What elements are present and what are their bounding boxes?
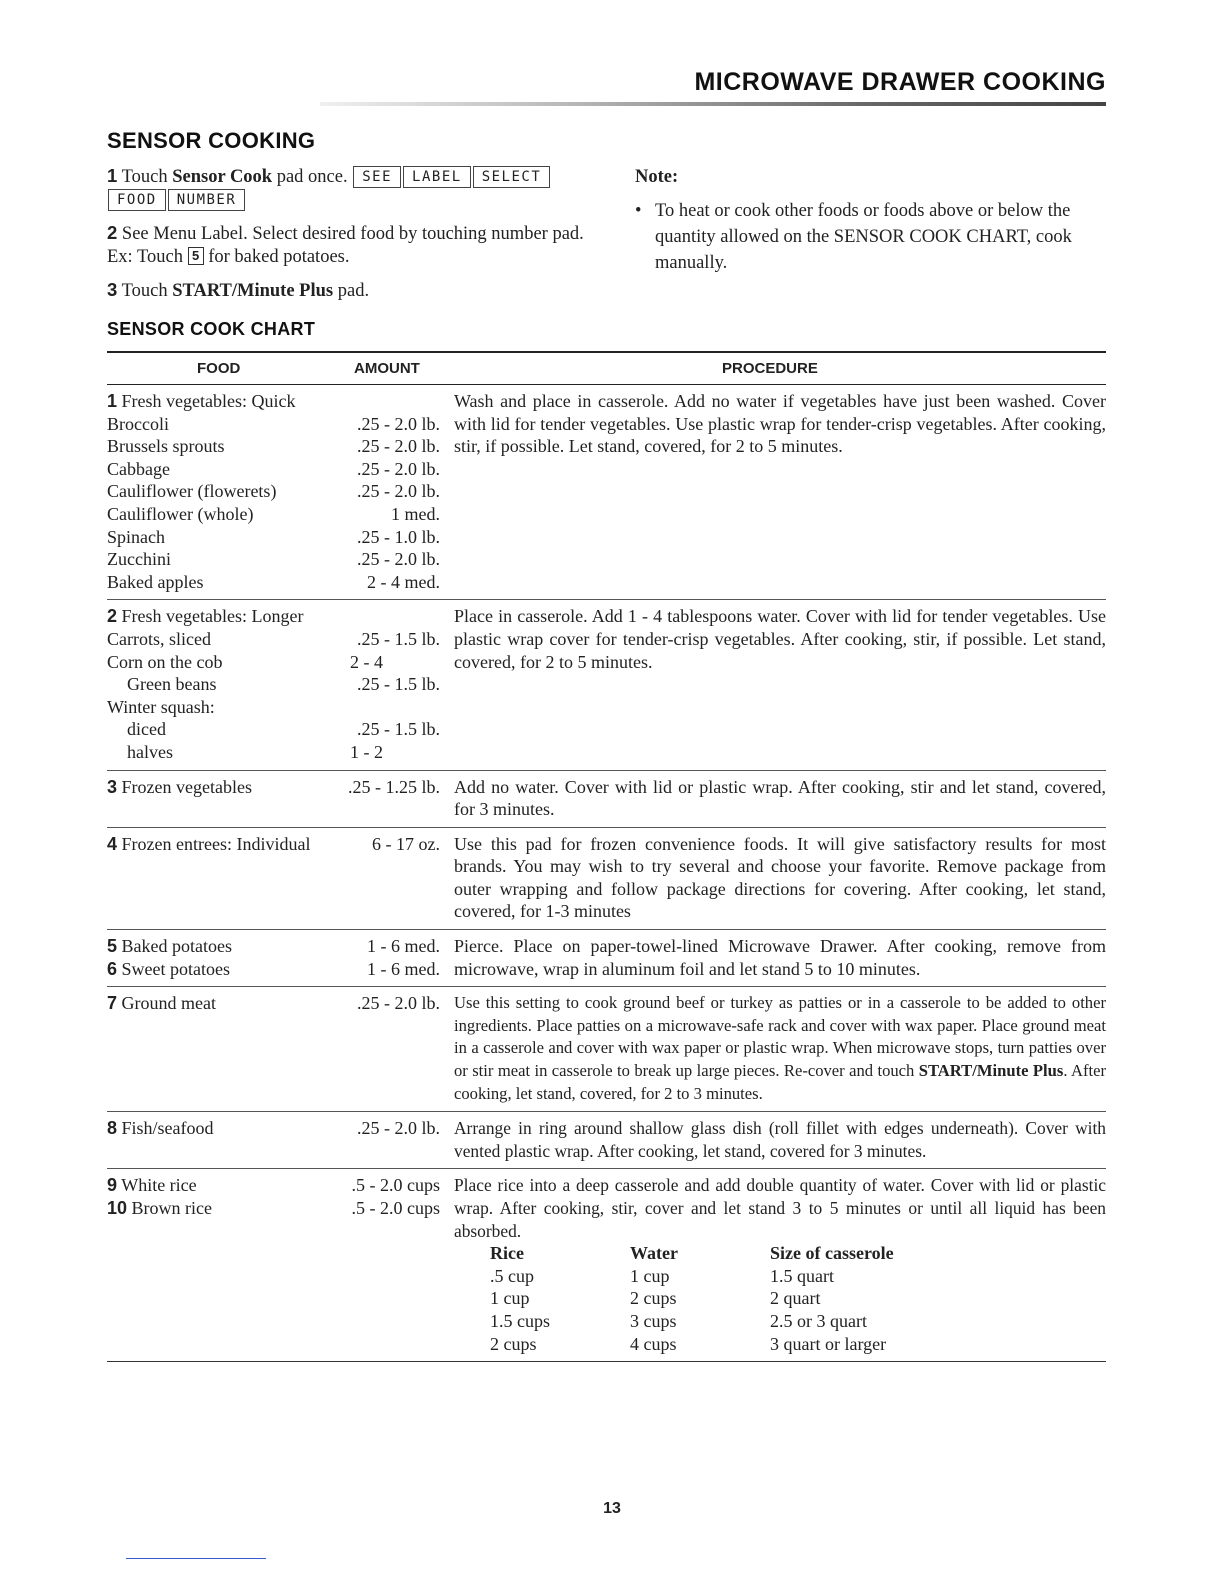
food-item: Carrots, sliced [107,628,211,649]
procedure-text: Wash and place in casserole. Add no water if vegetables have just been washed. Cover with lid for tender vegetables. Use plastic wrap for tender-crisp vegetables. After cooking, stir, if possible. Let stand, covered, for 2 to 5 minutes. [454,391,1106,457]
step-3 [107,278,587,303]
food-item: Broccoli [107,413,169,434]
lcd-display-word: FOOD [108,189,166,211]
procedure-bold: START/Minute Plus [918,1061,1064,1081]
row-number: 7 [107,993,118,1014]
chart-row-4 [107,828,1106,930]
food-amount: .5 - 2.0 cups [351,1198,440,1218]
food-item: Green beans [127,674,217,695]
step-text: pad. [333,281,370,301]
step-text: pad once. [272,167,348,187]
food-amount: 2 - 4 med. [367,571,440,592]
food-amount: .25 - 1.25 lb. [348,776,440,797]
procedure-text: Place rice into a deep casserole and add double quantity of water. Cover with lid or plastic wrap. After cooking, stir, cover and let stand 3 to 5 minutes or until all liquid has been absorbed. [454,1175,1106,1241]
food-item: Brussels sprouts [107,436,225,457]
food-item: halves [127,741,173,762]
food-amount: .25 - 2.0 lb. [357,436,440,457]
food-item: Sweet potatoes [121,958,230,979]
header-rule [320,102,1106,106]
food-item: Frozen vegetables [121,776,252,797]
chart-row-9-10 [107,1169,1106,1362]
step-2 [107,221,587,269]
footer-rule [126,1558,266,1559]
row-number: 6 [107,958,118,979]
rice-cell: 1.5 cups [490,1310,550,1331]
food-amount: .25 - 2.0 lb. [357,1118,440,1139]
food-item: Ground meat [121,993,216,1014]
food-item: Cauliflower (flowerets) [107,481,277,502]
rice-cell: 2.5 or 3 quart [770,1310,867,1331]
page-header [320,66,1106,106]
chart-row-1 [107,385,1106,600]
rice-header: Water [630,1243,678,1264]
lcd-display-word: SEE [353,166,401,188]
food-amount: .25 - 2.0 lb. [357,458,440,479]
rice-cell: 1 cup [630,1265,670,1286]
header-title: MICROWAVE DRAWER COOKING [694,68,1106,96]
step-bold: START/Minute Plus [172,281,334,301]
rice-table-row [490,1265,910,1288]
step-text: Touch [121,281,173,301]
food-amount: .5 - 2.0 cups [351,1175,440,1196]
food-amount: .25 - 1.0 lb. [357,526,440,547]
rice-cell: 2 cups [490,1333,537,1354]
row-number: 10 [107,1198,128,1218]
note-item [635,198,1105,276]
bullet-icon: • [635,201,642,221]
row-category: Fresh vegetables: Quick [121,391,296,411]
food-amount: 2 - 4 [350,651,383,672]
food-amount: .25 - 1.5 lb. [357,628,440,649]
note-text: To heat or cook other foods or foods above or below the quantity allowed on the SENSOR COOK CHART, cook manually. [655,201,1072,273]
step-number: 1 [107,165,118,186]
chart-row-5-6 [107,930,1106,987]
food-item: White rice [121,1175,197,1196]
row-number: 4 [107,833,118,854]
food-item: Corn on the cob [107,651,223,672]
note-box [635,164,1105,276]
food-amount: 1 - 6 med. [367,936,440,957]
procedure-text: Use this pad for frozen convenience foods. It will give satisfactory results for most brands. You may wish to try several and choose your favorite. Remove package from outer wrapping and follow package directions for covering. After cooking, let stand, covered, for 1-3 minutes [454,833,1106,922]
row-category: Fresh vegetables: Longer [121,606,304,627]
page-number: 13 [603,1500,621,1517]
chart-row-3 [107,771,1106,828]
row-number: 5 [107,936,118,957]
chart-row-8 [107,1112,1106,1169]
header-procedure: PROCEDURE [722,360,818,377]
chart-row-2 [107,600,1106,770]
food-item: Winter squash: [107,696,215,717]
rice-cell: 1.5 quart [770,1265,834,1286]
procedure-text: Add no water. Cover with lid or plastic wrap. After cooking, stir and let stand, covered, for 3 minutes. [454,776,1106,820]
instruction-steps [107,164,587,312]
rice-cell: .5 cup [490,1265,534,1286]
step-text: for baked potatoes. [203,247,350,267]
lcd-display-word: NUMBER [168,189,246,211]
rice-water-table [490,1242,910,1355]
rice-header: Size of casserole [770,1243,894,1264]
row-number: 2 [107,606,118,627]
procedure-text [447,992,1106,1105]
row-number: 9 [107,1175,118,1196]
food-amount: 1 - 6 med. [367,958,440,979]
rice-table-header [490,1242,910,1265]
rice-cell: 3 cups [630,1310,677,1331]
step-1 [107,164,587,212]
row-number: 1 [107,391,118,411]
header-amount: AMOUNT [354,360,420,377]
food-amount: .25 - 1.5 lb. [357,719,440,740]
rice-table-row [490,1333,910,1356]
rice-table-row [490,1310,910,1333]
food-item: diced [127,719,166,740]
row-number: 8 [107,1118,118,1139]
row-number: 3 [107,776,118,797]
section-title: SENSOR COOKING [107,128,316,153]
step-number: 3 [107,279,118,300]
step-number: 2 [107,222,118,243]
food-item: Brown rice [131,1198,213,1218]
rice-cell: 4 cups [630,1333,677,1354]
rice-cell: 2 cups [630,1288,677,1309]
procedure-text: Pierce. Place on paper-towel-lined Microwave Drawer. After cooking, remove from microwave, wrap in aluminum foil and let stand 5 to 10 minutes. [454,936,1106,979]
food-item: Cauliflower (whole) [107,503,254,524]
lcd-display-word: SELECT [473,166,551,188]
step-text: See Menu Label. Select desired food by touching number pad. Ex: Touch [107,224,584,267]
food-amount: 1 med. [391,503,440,524]
sensor-cook-chart [107,351,1106,1362]
rice-cell: 3 quart or larger [770,1333,887,1354]
chart-header-row [107,351,1106,385]
header-food: FOOD [197,360,241,377]
step-text: Touch [121,167,173,187]
food-item: Baked potatoes [121,936,232,957]
food-amount: .25 - 2.0 lb. [357,549,440,570]
food-amount: .25 - 1.5 lb. [357,674,440,695]
note-title: Note: [635,167,679,187]
procedure-block [447,1174,1106,1355]
rice-cell: 1 cup [490,1288,530,1309]
food-amount: 6 - 17 oz. [372,833,440,854]
procedure-text: Arrange in ring around shallow glass dish (roll fillet with edges underneath). Cover with vented plastic wrap. After cooking, let stand, covered for 3 minutes. [454,1118,1106,1161]
food-amount: .25 - 2.0 lb. [357,413,440,434]
procedure-text: Place in casserole. Add 1 - 4 tablespoons water. Cover with lid for tender vegetables. Use plastic wrap cover for tender-crisp vegetables. After cooking, stir, if possible. Let stand, covered, for 2 to 5 minutes. [454,606,1106,672]
lcd-display-word: LABEL [403,166,471,188]
procedure-part: . After cooking, let stand, covered, for 2 to 3 minutes. [454,1061,1106,1103]
food-amount: 1 - 2 [350,741,383,762]
food-item: Baked apples [107,571,204,592]
food-item: Zucchini [107,549,171,570]
rice-header: Rice [490,1243,524,1264]
number-key-icon: 5 [188,247,204,265]
food-item: Frozen entrees: Individual [121,833,311,854]
chart-row-7 [107,987,1106,1112]
food-item: Cabbage [107,458,170,479]
step-bold: Sensor Cook [172,167,273,187]
food-item: Spinach [107,526,165,547]
rice-table-row [490,1287,910,1310]
food-item: Fish/seafood [121,1118,214,1139]
rice-cell: 2 quart [770,1288,821,1309]
food-amount: .25 - 2.0 lb. [357,993,440,1014]
food-amount: .25 - 2.0 lb. [357,481,440,502]
procedure-part: Use this setting to cook ground beef or turkey as patties or in a casserole to be added to other ingredients. Place patties on a microwave-safe rack and cover with wax paper. Place ground meat in a casserole and cover with wax paper or plastic wrap. When microwave stops, turn patties over or stir meat in casserole to break up large pieces. Re-cover and touch [454,993,1106,1081]
chart-title: SENSOR COOK CHART [107,319,316,339]
